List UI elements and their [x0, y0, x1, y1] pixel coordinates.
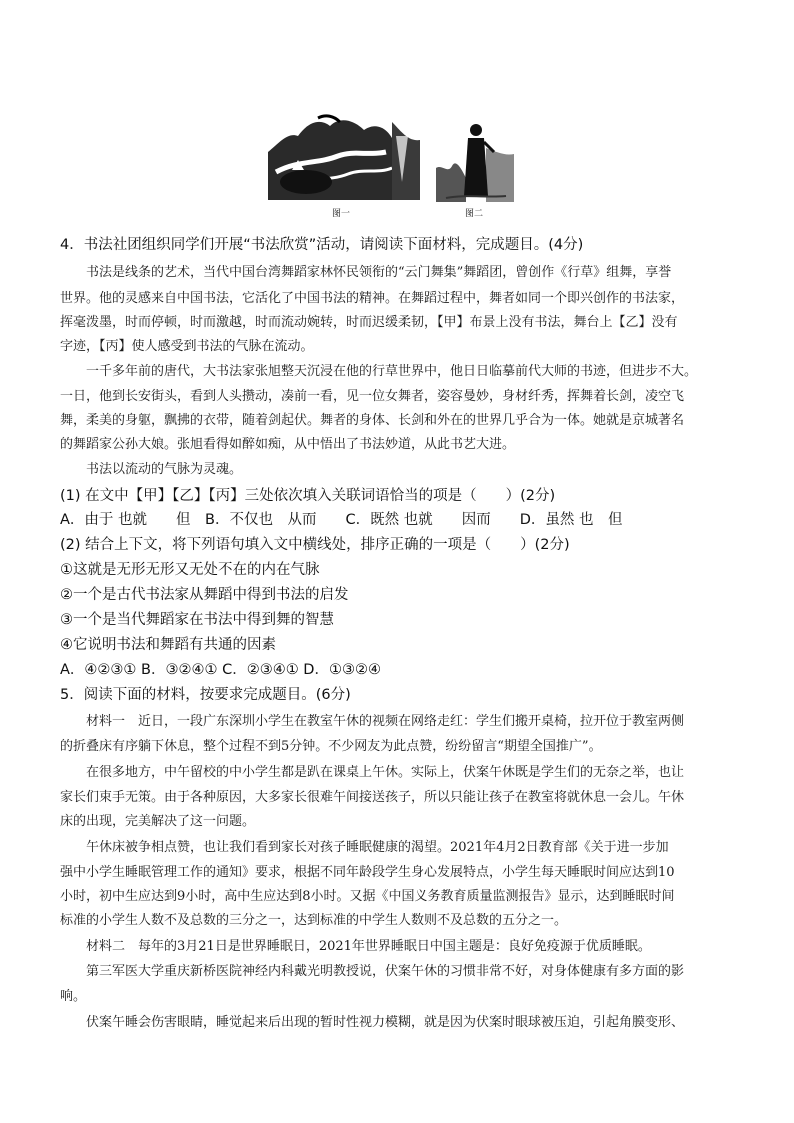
q5-m2-para3-line1: 伏案午睡会伤害眼睛，睡觉起来后出现的暂时性视力模糊，就是因为伏案时眼球被压迫，引起角膜变形、 — [86, 1015, 685, 1030]
q5-m2-para2-line2: 响。 — [60, 989, 87, 1004]
calligraphy-dance-photo-2 — [436, 118, 514, 202]
q4-sub2-options: A．④②③① B．③②④① C．②③④① D．①③②④ — [60, 662, 381, 678]
q5-m1-para2-line2: 家长们束手无策。由于各种原因，大多家长很难午间接送孩子，所以只能让孩子在教室将就休息一会儿。午休 — [60, 790, 685, 805]
q4-para1-line1: 书法是线条的艺术，当代中国台湾舞蹈家林怀民领衔的“云门舞集”舞蹈团，曾创作《行草》组舞，享誉 — [86, 265, 672, 280]
q5-m2-para1: 材料二 每年的3月21日是世界睡眠日，2021年世界睡眠日中国主题是：良好免疫源于优质睡眠。 — [86, 939, 651, 954]
q4-sub2-item-3: ③一个是当代舞蹈家在书法中得到舞的智慧 — [60, 612, 334, 628]
figure-2-caption: 图二 — [465, 209, 484, 219]
q5-m1-para1-line1: 材料一 近日，一段广东深圳小学生在教室午休的视频在网络走红：学生们搬开桌椅，拉开位于教室两侧 — [86, 714, 685, 729]
question-4-title: 4．书法社团组织同学们开展“书法欣赏”活动，请阅读下面材料，完成题目。(4分) — [60, 237, 584, 253]
q5-m1-para1-line2: 的折叠床有序躺下休息，整个过程不到5分钟。不少网友为此点赞，纷纷留言“期望全国推广”。 — [60, 739, 602, 754]
q4-para2-line4: 的舞蹈家公孙大娘。张旭看得如醉如痴，从中悟出了书法妙道，从此书艺大进。 — [60, 437, 516, 452]
q4-para3: 书法以流动的气脉为灵魂。 — [86, 462, 243, 477]
q4-para2-line3: 舞，柔美的身躯，飘拂的衣带，随着剑起伏。舞者的身体、长剑和外在的世界几乎合为一体。她就是京城著名 — [60, 413, 685, 428]
q4-sub2-item-2: ②一个是古代书法家从舞蹈中得到书法的启发 — [60, 587, 349, 603]
q4-sub2-item-4: ④它说明书法和舞蹈有共通的因素 — [60, 637, 276, 653]
q5-m1-para2-line1: 在很多地方，中午留校的中小学生都是趴在课桌上午休。实际上，伏案午休既是学生们的无奈之举，也让 — [86, 765, 685, 780]
q5-m1-para3-line1: 午休床被争相点赞，也让我们看到家长对孩子睡眠健康的渴望。2021年4月2日教育部《关于进一步加 — [86, 840, 669, 855]
q4-sub1-options: A．由于 也就 但 B．不仅也 从而 C．既然 也就 因而 D．虽然 也 但 — [60, 512, 623, 528]
question-5-title: 5．阅读下面的材料，按要求完成题目。(6分) — [60, 687, 351, 703]
q4-sub2-question: (2) 结合上下文，将下列语句填入文中横线处，排序正确的一项是（ ）(2分) — [60, 537, 570, 553]
figures-area — [268, 112, 518, 222]
q4-para1-line2: 世界。他的灵感来自中国书法，它活化了中国书法的精神。在舞蹈过程中，舞者如同一个即兴创作的书法家， — [60, 291, 685, 306]
q5-m1-para2-line3: 床的出现，完美解决了这一问题。 — [60, 814, 256, 829]
q4-para2-line2: 一日，他到长安街头，看到人头攒动，凑前一看，见一位女舞者，姿容曼妙，身材纤秀，挥舞着长剑，凌空飞 — [60, 389, 685, 404]
figure-1-caption: 图一 — [332, 209, 351, 219]
q5-m1-para3-line4: 标准的小学生人数不及总数的三分之一，达到标准的中学生人数则不及总数的五分之一。 — [60, 913, 568, 928]
q4-para1-line3: 挥毫泼墨，时而停顿，时而激越，时而流动婉转，时而迟缓柔韧，【甲】布景上没有书法，舞台上【乙】没有 — [60, 315, 678, 330]
q5-m2-para2-line1: 第三军医大学重庆新桥医院神经内科戴光明教授说，伏案午休的习惯非常不好，对身体健康有多方面的影 — [86, 964, 685, 979]
q4-sub1-question: (1) 在文中【甲】【乙】【丙】三处依次填入关联词语恰当的项是（ ）(2分) — [60, 488, 556, 504]
q4-para2-line1: 一千多年前的唐代，大书法家张旭整天沉浸在他的行草世界中，他日日临摹前代大师的书迹，但进步不大。 — [86, 364, 698, 379]
q5-m1-para3-line2: 强中小学生睡眠管理工作的通知》要求，根据不同年龄段学生身心发展特点，小学生每天睡眠时间应达到10 — [60, 865, 675, 880]
q4-sub2-item-1: ①这就是无形无形又无处不在的内在气脉 — [60, 562, 320, 578]
q5-m1-para3-line3: 小时，初中生应达到9小时，高中生应达到8小时。又据《中国义务教育质量监测报告》显示，达到睡眠时间 — [60, 889, 675, 904]
calligraphy-dance-photo-1 — [268, 112, 420, 200]
q4-para1-line4: 字迹，【丙】使人感受到书法的气脉在流动。 — [60, 339, 314, 354]
